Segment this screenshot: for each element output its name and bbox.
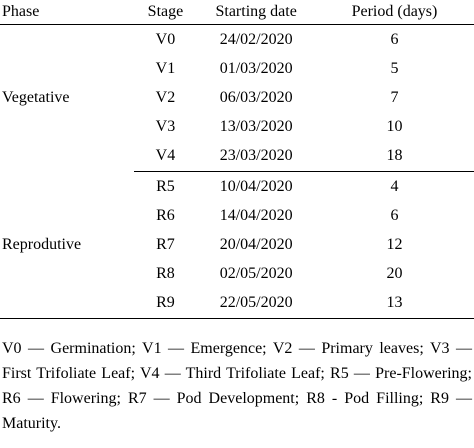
header-phase: Phase: [0, 0, 134, 25]
stage-cell: R6: [156, 206, 175, 224]
table-row: [0, 171, 474, 201]
period-cell: 20: [386, 265, 403, 283]
date-cell: 23/03/2020: [197, 142, 315, 172]
table-footnote: V0 — Germination; V1 — Emergence; V2 — Primary leaves; V3 — First Trifoliate Leaf; V4 — Third Trifoliate Leaf; R5 — Pre-Flowering; R6 — Flowering; R7 — Pod Development; R8 - Pod Filling; R9 — Maturity.: [2, 340, 472, 432]
stage-cell: V2: [155, 88, 176, 106]
period-cell: 6: [390, 30, 399, 48]
period-cell: 5: [390, 59, 399, 77]
phase-reproductive: Reprodutive: [0, 171, 134, 318]
date-cell: 13/03/2020: [219, 118, 293, 136]
header-period: Period (days): [315, 0, 474, 25]
period-cell: 6: [390, 206, 399, 224]
stage-cell: V0: [155, 30, 176, 48]
date-cell: 10/04/2020: [219, 177, 293, 195]
period-cell: 4: [390, 177, 399, 195]
stage-cell: R9: [134, 289, 198, 319]
header-stage: Stage: [134, 0, 198, 25]
table-header-row: [0, 0, 474, 25]
stage-cell: R5: [156, 177, 175, 195]
header-starting-date: Starting date: [197, 0, 315, 25]
period-cell: 13: [315, 289, 474, 319]
phase-vegetative: Vegetative: [2, 89, 70, 107]
date-cell: 06/03/2020: [219, 88, 293, 106]
date-cell: 02/05/2020: [219, 265, 293, 283]
period-cell: 18: [315, 142, 474, 172]
period-cell: 12: [386, 235, 403, 253]
table-row: [0, 25, 474, 55]
stage-cell: V4: [134, 142, 198, 172]
date-cell: 01/03/2020: [219, 59, 293, 77]
date-cell: 14/04/2020: [219, 206, 293, 224]
date-cell: 22/05/2020: [197, 289, 315, 319]
period-cell: 7: [390, 88, 399, 106]
date-cell: 24/02/2020: [219, 30, 293, 48]
stage-cell: V3: [155, 118, 176, 136]
period-cell: 10: [386, 118, 403, 136]
stage-cell: R8: [156, 265, 175, 283]
stage-cell: R7: [156, 235, 175, 253]
stage-cell: V1: [155, 59, 176, 77]
date-cell: 20/04/2020: [219, 235, 293, 253]
